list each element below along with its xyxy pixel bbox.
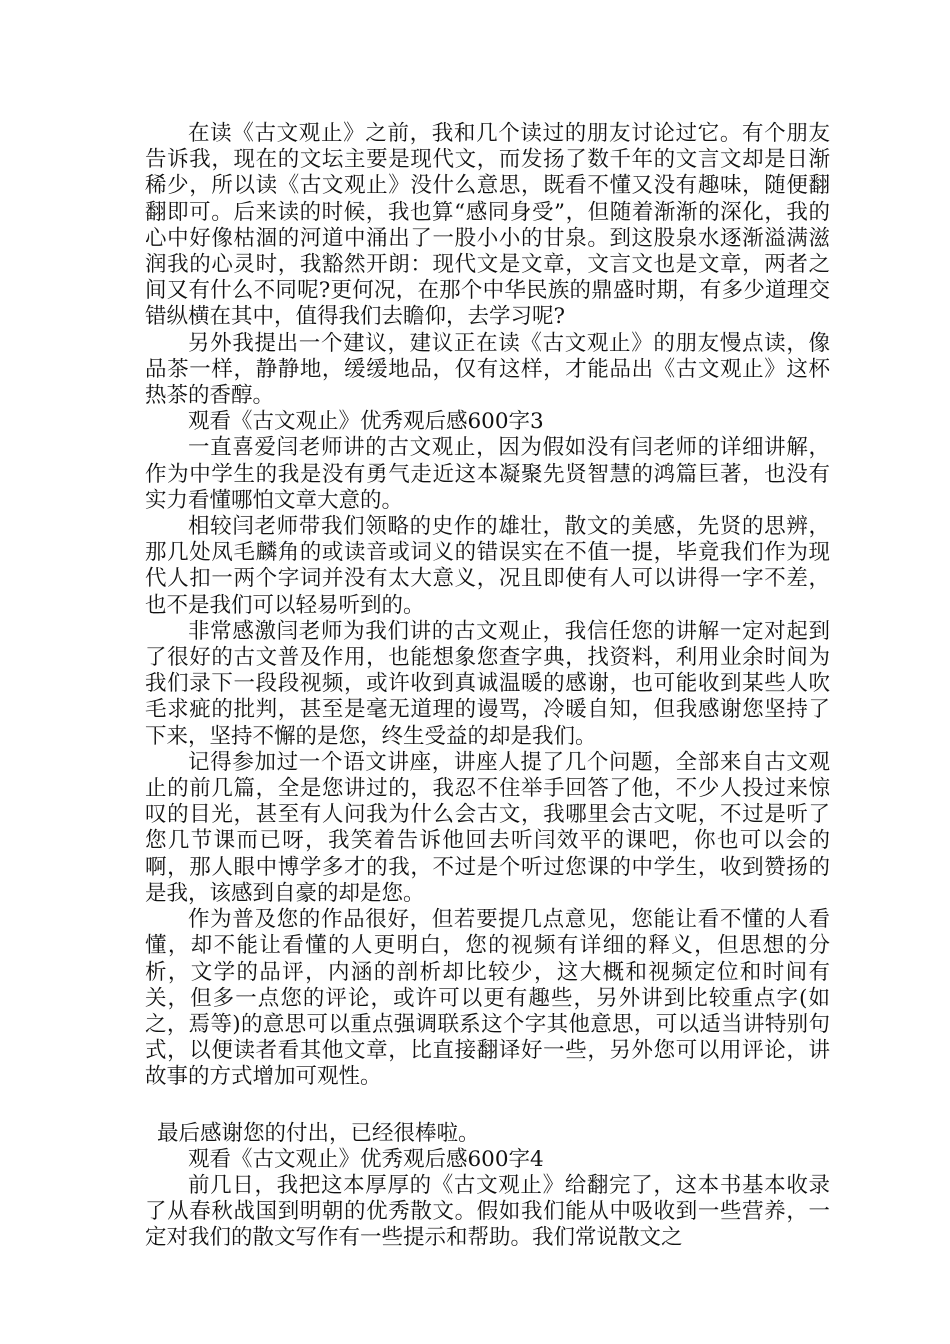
paragraph-4: 相较闫老师带我们领略的史作的雄壮，散文的美感，先贤的思辨，那几处凤毛麟角的或读音或词义的错误实在不值一提，毕竟我们作为现代人扣一两个字词并没有太大意义，况且即使有人可以讲得一字不差，也不是我们可以轻易听到的。 bbox=[145, 514, 830, 618]
section-heading-3: 观看《古文观止》优秀观后感600字3 bbox=[188, 409, 544, 435]
paragraph-gap bbox=[145, 1091, 830, 1121]
document-body bbox=[145, 121, 830, 1252]
paragraph-8: 前几日，我把这本厚厚的《古文观止》给翻完了，这本书基本收录了从春秋战国到明朝的优秀散文。假如我们能从中吸收到一些营养，一定对我们的散文写作有一些提示和帮助。我们常说散文之 bbox=[145, 1172, 830, 1251]
paragraph-5: 非常感激闫老师为我们讲的古文观止，我信任您的讲解一定对起到了很好的古文普及作用，也能想象您查字典，找资料，利用业余时间为我们录下一段段视频，或许收到真诚温暖的感谢，也可能收到某些人吹毛求疵的批判，甚至是毫无道理的谩骂，冷暖自知，但我感谢您坚持了下来，坚持不懈的是您，终生受益的却是我们。 bbox=[145, 618, 830, 749]
paragraph-6: 记得参加过一个语文讲座，讲座人提了几个问题，全部来自古文观止的前几篇，全是您讲过的，我忍不住举手回答了他，不少人投过来惊叹的目光，甚至有人问我为什么会古文，我哪里会古文呢，不过是听了您几节课而已呀，我笑着告诉他回去听闫效平的课吧，你也可以会的啊，那人眼中博学多才的我，不过是个听过您课的中学生，收到赞扬的是我，该感到自豪的却是您。 bbox=[145, 749, 830, 906]
section-heading-4: 观看《古文观止》优秀观后感600字4 bbox=[188, 1146, 544, 1172]
paragraph-3: 一直喜爱闫老师讲的古文观止，因为假如没有闫老师的详细讲解，作为中学生的我是没有勇气走近这本凝聚先贤智慧的鸿篇巨著，也没有实力看懂哪怕文章大意的。 bbox=[145, 435, 830, 513]
paragraph-7: 作为普及您的作品很好，但若要提几点意见，您能让看不懂的人看懂，却不能让看懂的人更明白，您的视频有详细的释义，但思想的分析，文学的品评，内涵的剖析却比较少，这大概和视频定位和时间有关，但多一点您的评论，或许可以更有趣些，另外讲到比较重点字(如之，焉等)的意思可以重点强调联系这个字其他意思，可以适当讲特别句式，以便读者看其他文章，比直接翻译好一些，另外您可以用评论，讲故事的方式增加可观性。 bbox=[145, 907, 830, 1090]
closing-line: 最后感谢您的付出，已经很棒啦。 bbox=[157, 1120, 480, 1146]
paragraph-2: 另外我提出一个建议，建议正在读《古文观止》的朋友慢点读，像品茶一样，静静地，缓缓地品，仅有这样，才能品出《古文观止》这杯热茶的香醇。 bbox=[145, 330, 830, 409]
paragraph-1: 在读《古文观止》之前，我和几个读过的朋友讨论过它。有个朋友告诉我，现在的文坛主要是现代文，而发扬了数千年的文言文却是日渐稀少，所以读《古文观止》没什么意思，既看不懂又没有趣味，随便翻翻即可。后来读的时候，我也算“感同身受”，但随着渐渐的深化，我的心中好像枯涸的河道中涌出了一股小小的甘泉。到这股泉水逐渐溢满滋润我的心灵时，我豁然开朗：现代文是文章，文言文也是文章，两者之间又有什么不同呢?更何况，在那个中华民族的鼎盛时期，有多少道理交错纵横在其中，值得我们去瞻仰，去学习呢? bbox=[145, 121, 830, 330]
